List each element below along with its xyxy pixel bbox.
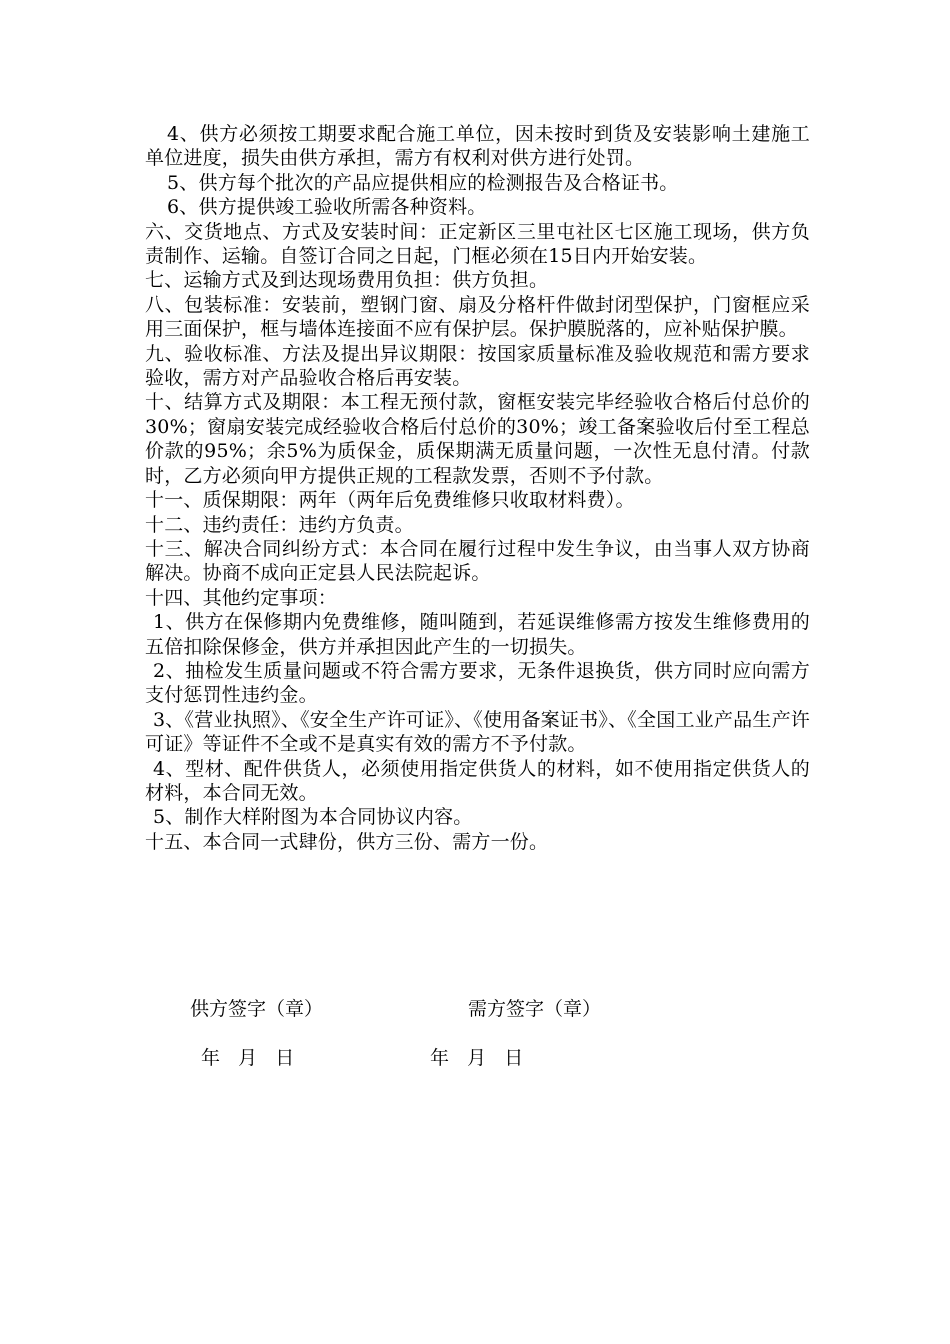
clause-paragraph: 5、制作大样附图为本合同协议内容。 xyxy=(153,806,473,829)
clause-paragraph: 4、供方必须按工期要求配合施工单位，因未按时到货及安装影响土建施工单位进度，损失由供方承担，需方有权利对供方进行处罚。 xyxy=(145,123,810,170)
contract-body xyxy=(145,122,810,854)
clause-paragraph: 七、运输方式及到达现场费用负担：供方负担。 xyxy=(145,269,549,292)
clause-paragraph: 九、验收标准、方法及提出异议期限：按国家质量标准及验收规范和需方要求验收，需方对产品验收合格后再安装。 xyxy=(145,342,810,390)
buyer-date-label: 年 月 日 xyxy=(430,1047,524,1069)
clause-paragraph: 6、供方提供竣工验收所需各种资料。 xyxy=(167,196,487,219)
clause-paragraph: 十四、其他约定事项： xyxy=(145,586,338,609)
clause-paragraph: 十五、本合同一式肆份，供方三份、需方一份。 xyxy=(145,830,549,853)
clause-paragraph: 十一、质保期限：两年（两年后免费维修只收取材料费）。 xyxy=(145,489,635,512)
clause-paragraph: 八、包装标准：安装前，塑钢门窗、扇及分格杆件做封闭型保护，门窗框应采用三面保护，框与墙体连接面不应有保护层。保护膜脱落的，应补贴保护膜。 xyxy=(145,293,810,341)
clause-paragraph: 5、供方每个批次的产品应提供相应的检测报告及合格证书。 xyxy=(167,171,679,194)
clause-paragraph: 十、结算方式及期限：本工程无预付款，窗框安装完毕经验收合格后付总价的30%；窗扇安装完成经验收合格后付总价的30%；竣工备案验收后付至工程总价款的95%；余5%为质保金，质保期满无质量问题，一次性无息付清。付款时，乙方必须向甲方提供正规的工程款发票，否则不予付款。 xyxy=(145,391,810,487)
clause-paragraph: 4、型材、配件供货人，必须使用指定供货人的材料，如不使用指定供货人的材料，本合同无效。 xyxy=(145,757,810,804)
supplier-date-label: 年 月 日 xyxy=(201,1047,295,1069)
clause-paragraph: 1、供方在保修期内免费维修，随叫随到，若延误维修需方按发生维修费用的五倍扣除保修金，供方并承担因此产生的一切损失。 xyxy=(145,611,810,658)
clause-paragraph: 2、抽检发生质量问题或不符合需方要求，无条件退换货，供方同时应向需方支付惩罚性违约金。 xyxy=(145,659,810,707)
supplier-signature-label: 供方签字（章） xyxy=(190,998,324,1020)
buyer-signature-label: 需方签字（章） xyxy=(468,998,602,1020)
clause-paragraph: 十二、违约责任：违约方负责。 xyxy=(145,513,414,536)
clause-paragraph: 六、交货地点、方式及安装时间：正定新区三里屯社区七区施工现场，供方负责制作、运输。自签订合同之日起，门框必须在15日内开始安装。 xyxy=(145,220,810,268)
clause-paragraph: 十三、解决合同纠纷方式：本合同在履行过程中发生争议，由当事人双方协商解决。协商不成向正定县人民法院起诉。 xyxy=(145,537,810,585)
clause-paragraph: 3、《营业执照》、《安全生产许可证》、《使用备案证书》、《全国工业产品生产许可证》等证件不全或不是真实有效的需方不予付款。 xyxy=(145,708,810,756)
